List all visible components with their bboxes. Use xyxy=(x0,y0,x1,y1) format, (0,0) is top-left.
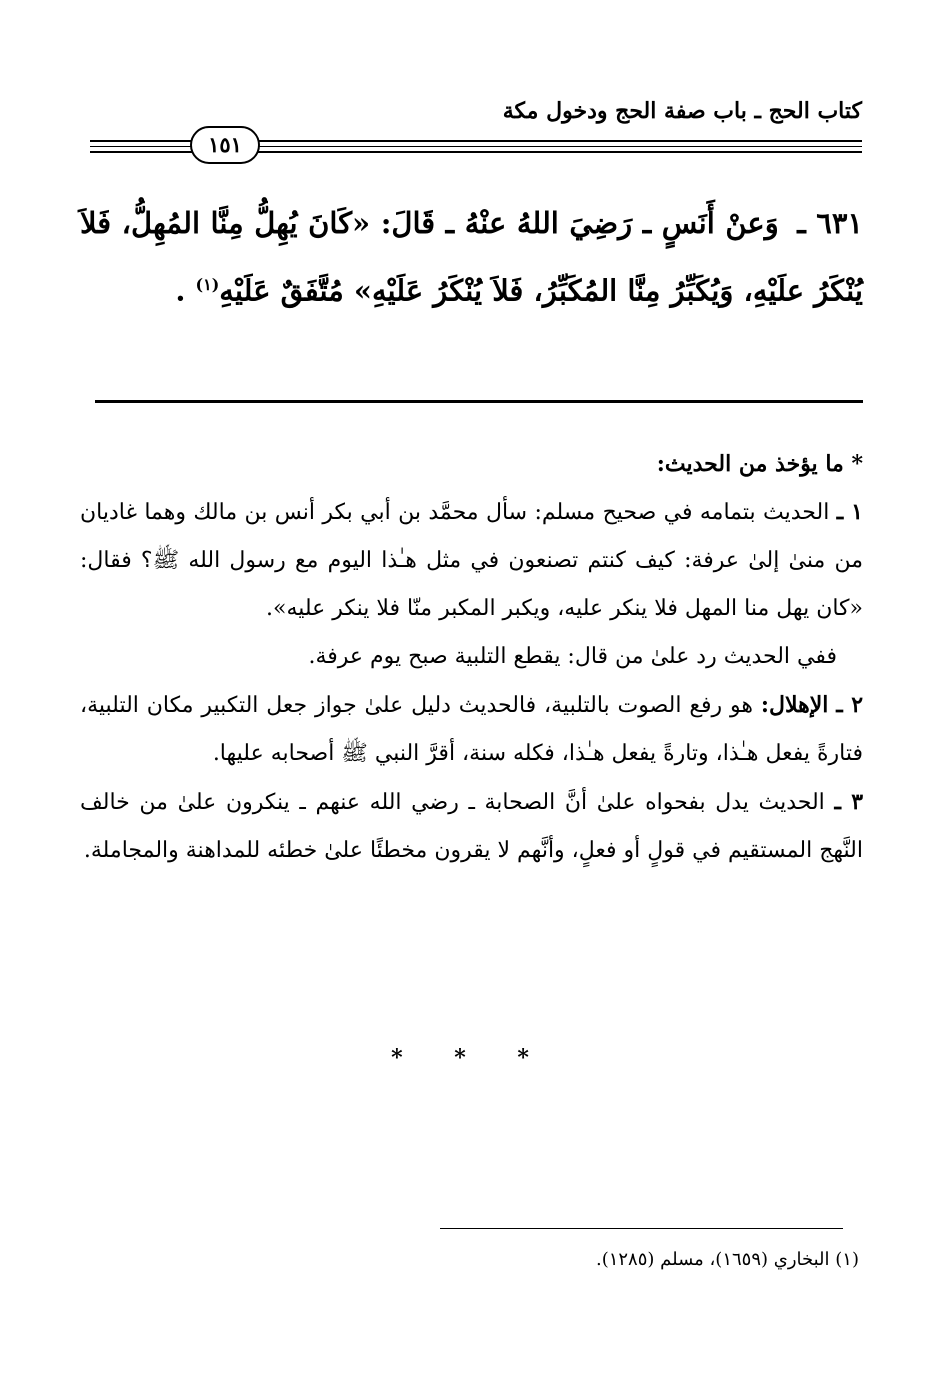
section-heading: * ما يؤخذ من الحديث: xyxy=(656,451,863,477)
item-text: الحديث يدل بفحواه علىٰ أنَّ الصحابة ـ رضي الله عنهم ـ ينكرون علىٰ من خالف النَّهج المستقيم في قولٍ أو فعلٍ، وأنَّهم لا يقرون مخطئًا علىٰ خطئه للمداهنة والمجاملة. xyxy=(80,790,863,863)
item-text: الحديث بتمامه في صحيح مسلم: سأل محمَّد بن أبي بكر أنس بن مالك وهما غاديان من منىٰ إلىٰ عرفة: كيف كنتم تصنعون في مثل هـٰذا اليوم مع رسول الله ﷺ؟ فقال: «كان يهل منا المهل فلا ينكر عليه، ويكبر المكبر منّا فلا ينكر عليه». xyxy=(80,500,863,621)
commentary-item xyxy=(80,681,863,778)
hadith-text: وَعنْ أَنَسٍ ـ رَضِيَ اللهُ عنْهُ ـ قَالَ: «كَانَ يُهِلُّ مِنَّا المُهِلُّ، فَلاَ يُنْكَرُ علَيْهِ، وَيُكَبِّرُ مِنَّا المُكَبِّرُ، فَلاَ يُنْكَرُ عَلَيْهِ» مُتَّفَقٌ عَلَيْهِ xyxy=(80,206,863,308)
hadith-number: ٦٣١ ـ xyxy=(797,206,863,240)
footnote-rule xyxy=(440,1228,843,1229)
item-number: ١ ـ xyxy=(836,499,863,525)
section-separator: * * * xyxy=(391,1045,551,1071)
item-continuation: ففي الحديث رد علىٰ من قال: يقطع التلبية صبح يوم عرفة. xyxy=(308,644,837,669)
hadith-end: . xyxy=(175,273,196,308)
footnote: (١) البخاري (١٦٥٩)، مسلم (١٢٨٥). xyxy=(595,1249,859,1270)
commentary-item xyxy=(80,488,863,633)
item-term: الإهلال: xyxy=(760,692,829,718)
section-divider xyxy=(95,400,863,403)
item-number: ٢ ـ xyxy=(836,692,864,718)
hadith-block xyxy=(80,192,863,322)
commentary-section xyxy=(80,440,863,875)
page-number: ١٥١ xyxy=(190,126,260,164)
running-header: كتاب الحج ـ باب صفة الحج ودخول مكة xyxy=(502,98,862,124)
footnote-marker: (١) xyxy=(195,275,220,294)
item-text: هو رفع الصوت بالتلبية، فالحديث دليل علىٰ جواز جعل التكبير مكان التلبية، فتارةً يفعل هـٰذا، وتارةً يفعل هـٰذا، فكله سنة، أقرَّ النبي ﷺ أصحابه عليها. xyxy=(80,693,863,766)
item-number: ٣ ـ xyxy=(834,789,864,815)
commentary-item xyxy=(80,778,863,875)
